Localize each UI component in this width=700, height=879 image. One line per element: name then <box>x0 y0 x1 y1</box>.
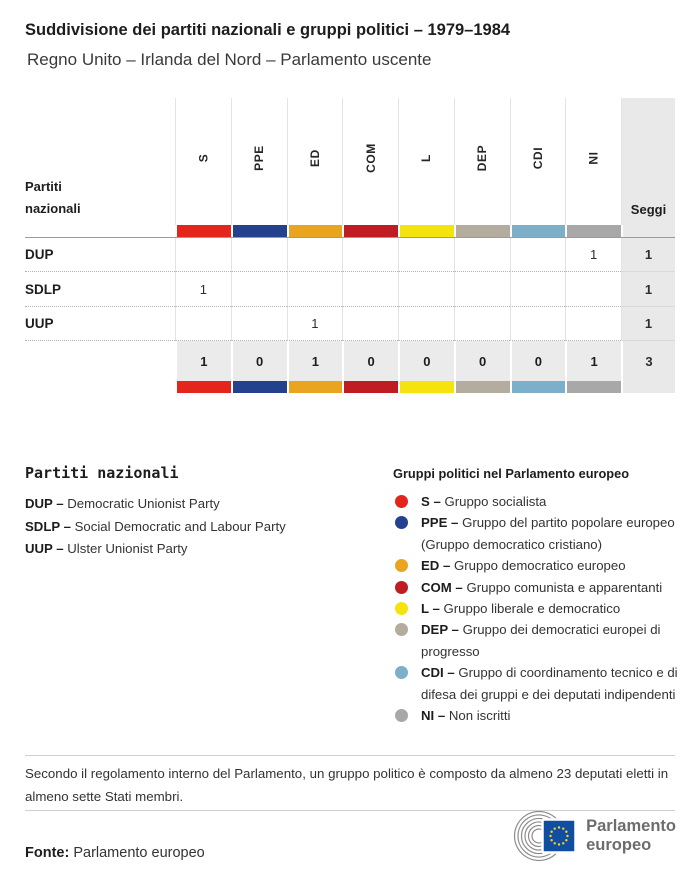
value-cell <box>175 307 231 341</box>
color-swatch-cdi <box>510 381 566 393</box>
group-entry: DEP – Gruppo dei democratici europei di progresso <box>421 622 661 659</box>
party-label: DUP <box>25 238 175 272</box>
group-color-dot <box>395 666 408 679</box>
table-row-dup <box>25 238 675 272</box>
value-cell <box>398 272 454 306</box>
list-item <box>393 598 680 619</box>
group-entry: COM – Gruppo comunista e apparentanti <box>421 579 663 595</box>
spacer-cell <box>25 341 175 381</box>
party-abbr: SDLP – <box>25 518 71 534</box>
value-cell <box>287 238 343 272</box>
group-color-dot <box>395 559 408 572</box>
party-label: SDLP <box>25 272 175 306</box>
color-swatch-s <box>175 225 231 237</box>
value-cell: 1 <box>565 238 621 272</box>
group-color-bar-top <box>25 225 675 238</box>
value-cell <box>175 238 231 272</box>
column-header-ed: ED <box>287 98 343 225</box>
table-row-uup <box>25 307 675 341</box>
color-swatch-ppe <box>231 381 287 393</box>
color-swatch-dep <box>454 225 510 237</box>
party-name: Social Democratic and Labour Party <box>74 518 286 534</box>
color-swatch-ni <box>565 381 621 393</box>
group-color-dot <box>395 495 408 508</box>
group-color-bar-bottom <box>25 381 675 393</box>
legend-groups-heading: Gruppi politici nel Parlamento europeo <box>393 466 630 481</box>
party-abbr: UUP – <box>25 541 64 556</box>
seats-table <box>25 98 675 393</box>
color-swatch-ed <box>287 381 343 393</box>
total-cell: 0 <box>454 341 510 381</box>
table-row-sdlp <box>25 272 675 306</box>
value-cell <box>231 307 287 341</box>
value-cell <box>510 238 566 272</box>
page-subtitle: Regno Unito – Irlanda del Nord – Parlamento uscente <box>27 50 432 69</box>
party-abbr: DUP – <box>25 496 64 511</box>
source-label: Fonte: <box>25 845 70 861</box>
total-cell: 0 <box>398 341 454 381</box>
column-header-com: COM <box>342 98 398 225</box>
value-cell <box>287 272 343 306</box>
value-cell <box>398 238 454 272</box>
legend-political-groups <box>393 466 680 726</box>
value-cell <box>565 272 621 306</box>
column-header-dep: DEP <box>454 98 510 225</box>
column-header-cdi: CDI <box>510 98 566 225</box>
total-cell: 0 <box>231 341 287 381</box>
spacer-cell <box>25 225 175 237</box>
column-header-l: L <box>398 98 454 225</box>
value-cell <box>342 307 398 341</box>
total-cell: 0 <box>510 341 566 381</box>
source-line <box>25 845 205 861</box>
color-swatch-s <box>175 381 231 393</box>
seats-cell: 1 <box>621 238 675 272</box>
table-totals-row <box>25 341 675 381</box>
total-cell: 1 <box>565 341 621 381</box>
list-item <box>393 491 680 512</box>
list-item <box>393 577 680 598</box>
group-color-dot <box>395 516 408 529</box>
group-entry: L – Gruppo liberale e democratico <box>421 601 621 617</box>
color-swatch-cdi <box>510 225 566 237</box>
source-value: Parlamento europeo <box>73 845 205 861</box>
page-title: Suddivisione dei partiti nazionali e gruppi politici – 1979–1984 <box>25 21 511 39</box>
value-cell <box>510 307 566 341</box>
group-color-dot <box>395 623 408 636</box>
value-cell <box>565 307 621 341</box>
value-cell <box>398 307 454 341</box>
value-cell <box>231 272 287 306</box>
seats-cell: 1 <box>621 272 675 306</box>
total-cell: 1 <box>287 341 343 381</box>
color-swatch-com <box>342 225 398 237</box>
table-header-row <box>25 98 675 225</box>
color-swatch-com <box>342 381 398 393</box>
column-header-ni: NI <box>565 98 621 225</box>
party-label: UUP <box>25 307 175 341</box>
group-color-dot <box>395 709 408 722</box>
logo-line2: europeo <box>586 836 652 854</box>
value-cell <box>454 307 510 341</box>
list-item <box>25 493 365 516</box>
color-swatch-ed <box>287 225 343 237</box>
color-swatch-l <box>398 381 454 393</box>
color-swatch-dep <box>454 381 510 393</box>
logo-wordmark <box>586 817 676 856</box>
seats-column-filler <box>621 381 675 393</box>
logo-line1: Parlamento <box>586 816 676 835</box>
list-item <box>393 512 680 555</box>
footnote-text: Secondo il regolamento interno del Parlamento, un gruppo politico è composto da almeno 23 deputati eletti in almeno sette Stati membri. <box>25 766 669 804</box>
total-cell: 0 <box>342 341 398 381</box>
seats-column-filler <box>621 225 675 237</box>
european-parliament-logo[interactable] <box>512 810 676 862</box>
value-cell <box>231 238 287 272</box>
list-item <box>393 555 680 576</box>
column-header-ppe: PPE <box>231 98 287 225</box>
column-header-s: S <box>175 98 231 225</box>
total-cell: 1 <box>175 341 231 381</box>
group-color-dot <box>395 581 408 594</box>
group-color-dot <box>395 602 408 615</box>
row-header-label: Partiti nazionali <box>25 179 81 216</box>
group-entry: CDI – Gruppo di coordinamento tecnico e di difesa dei gruppi e dei deputati indipendenti <box>421 665 678 702</box>
party-name: Ulster Unionist Party <box>67 541 188 556</box>
color-swatch-l <box>398 225 454 237</box>
list-item <box>25 516 365 539</box>
value-cell <box>342 238 398 272</box>
hemicycle-icon <box>512 810 580 862</box>
group-entry: PPE – Gruppo del partito popolare europeo (Gruppo democratico cristiano) <box>421 515 675 552</box>
group-entry: NI – Non iscritti <box>421 708 511 724</box>
group-entry: ED – Gruppo democratico europeo <box>421 558 626 574</box>
total-seats-cell: 3 <box>621 341 675 381</box>
group-entry: S – Gruppo socialista <box>421 494 547 509</box>
color-swatch-ppe <box>231 225 287 237</box>
value-cell: 1 <box>287 307 343 341</box>
party-name: Democratic Unionist Party <box>67 496 220 511</box>
legend-parties-heading: Partiti nazionali <box>25 464 179 482</box>
list-item <box>393 705 680 726</box>
divider <box>25 755 675 756</box>
list-item <box>25 538 365 561</box>
value-cell <box>454 238 510 272</box>
value-cell: 1 <box>175 272 231 306</box>
color-swatch-ni <box>565 225 621 237</box>
value-cell <box>342 272 398 306</box>
seats-cell: 1 <box>621 307 675 341</box>
column-header-seats: Seggi <box>621 98 675 225</box>
legend-national-parties <box>25 464 365 561</box>
value-cell <box>454 272 510 306</box>
list-item <box>393 662 680 705</box>
spacer-cell <box>25 381 175 393</box>
list-item <box>393 619 680 662</box>
value-cell <box>510 272 566 306</box>
